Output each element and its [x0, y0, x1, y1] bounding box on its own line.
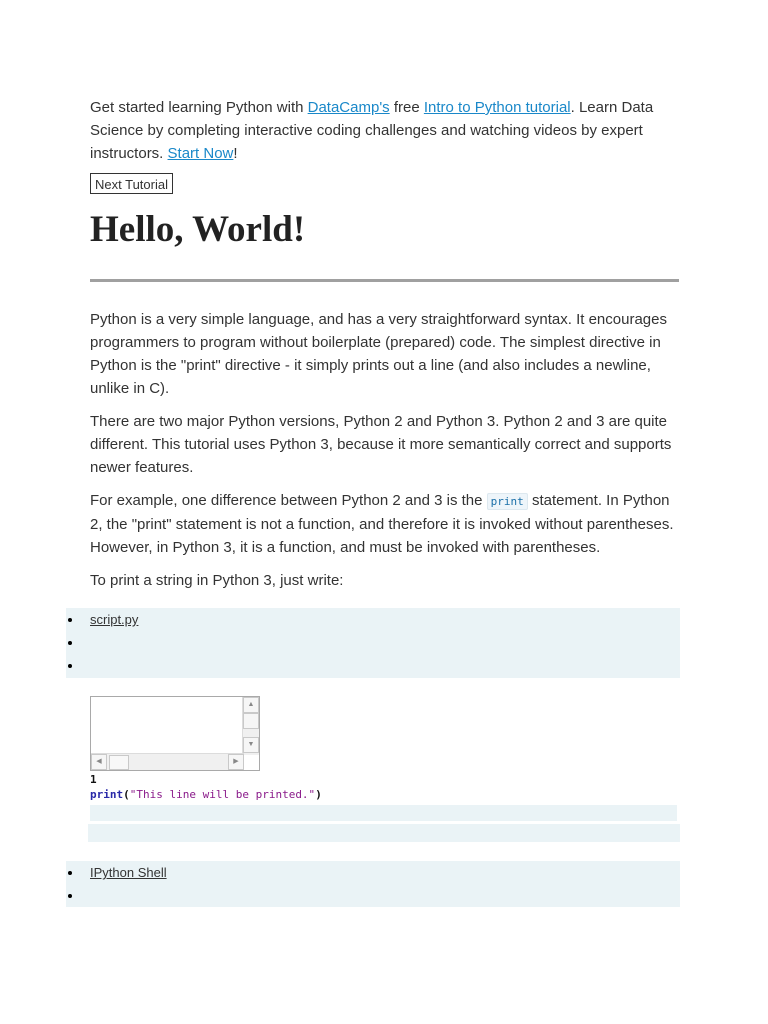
- console-output-strip: [90, 805, 677, 821]
- shell-tab-bar: [66, 861, 680, 907]
- arrow-right-icon[interactable]: ▶: [228, 754, 244, 770]
- next-tutorial-button[interactable]: Next Tutorial: [90, 173, 173, 194]
- code-listing: [90, 772, 322, 802]
- inline-code-print: print: [487, 493, 528, 510]
- code-editor-textarea[interactable]: [90, 696, 260, 771]
- intro-text: Get started learning Python with: [90, 99, 308, 116]
- tab-ipython-shell-label[interactable]: IPython Shell: [90, 865, 167, 880]
- arrow-up-icon[interactable]: ▲: [243, 697, 259, 713]
- scroll-thumb[interactable]: [109, 755, 129, 770]
- code-line: [90, 787, 322, 802]
- body-paragraph-3: [90, 489, 680, 559]
- tab-empty[interactable]: [66, 631, 680, 654]
- body-text: For example, one difference between Python 2 and 3 is the: [90, 492, 487, 509]
- intro-banner: [90, 96, 680, 165]
- body-paragraph-4: To print a string in Python 3, just write:: [90, 572, 344, 589]
- start-now-link[interactable]: Start Now: [167, 145, 234, 162]
- datacamp-link[interactable]: DataCamp's: [307, 99, 390, 116]
- code-string: "This line will be printed.": [129, 788, 316, 801]
- intro-text: !: [233, 145, 238, 162]
- tab-script-py-label[interactable]: script.py: [90, 612, 139, 627]
- intro-text: . Learn Data Science by completing interactive coding challenges and watching videos by expert instructors.: [90, 99, 654, 162]
- arrow-left-icon[interactable]: ◀: [91, 754, 107, 770]
- horizontal-scrollbar[interactable]: [91, 753, 244, 770]
- tab-empty[interactable]: [66, 654, 680, 677]
- line-number-text: 1: [90, 773, 97, 786]
- title-divider: [90, 279, 679, 282]
- tutorial-body: [90, 308, 680, 602]
- body-paragraph-1: Python is a very simple language, and has a very straightforward syntax. It encourages programmers to program without boilerplate (prepared) code. The simplest directive in Python is the "print" directive - it simply prints out a line (and also includes a newline, unlike in C).: [90, 311, 667, 397]
- tab-ipython-shell[interactable]: [66, 861, 680, 884]
- page-title: Hello, World!: [90, 209, 306, 250]
- code-paren: ): [315, 788, 322, 801]
- intro-paragraph: [90, 96, 680, 165]
- intro-text: free: [389, 99, 424, 116]
- body-text: statement. In Python 2, the "print" statement is not a function, and therefore it is invoked without parentheses. However, in Python 3, it is a function, and must be invoked with parentheses.: [90, 492, 674, 556]
- body-paragraph-2: There are two major Python versions, Python 2 and Python 3. Python 2 and 3 are quite different. This tutorial uses Python 3, because it more semantically correct and supports newer features.: [90, 413, 672, 476]
- scroll-thumb[interactable]: [243, 713, 259, 729]
- code-paren: (: [123, 788, 130, 801]
- code-keyword: print: [90, 788, 124, 801]
- tab-script-py[interactable]: [66, 608, 680, 631]
- intro-tutorial-link[interactable]: Intro to Python tutorial: [423, 99, 571, 116]
- console-input-strip: [88, 824, 680, 842]
- editor-tab-bar: [66, 608, 680, 678]
- tab-empty[interactable]: [66, 884, 680, 907]
- line-number: [90, 772, 322, 787]
- arrow-down-icon[interactable]: ▼: [243, 737, 259, 753]
- vertical-scrollbar[interactable]: [242, 697, 259, 755]
